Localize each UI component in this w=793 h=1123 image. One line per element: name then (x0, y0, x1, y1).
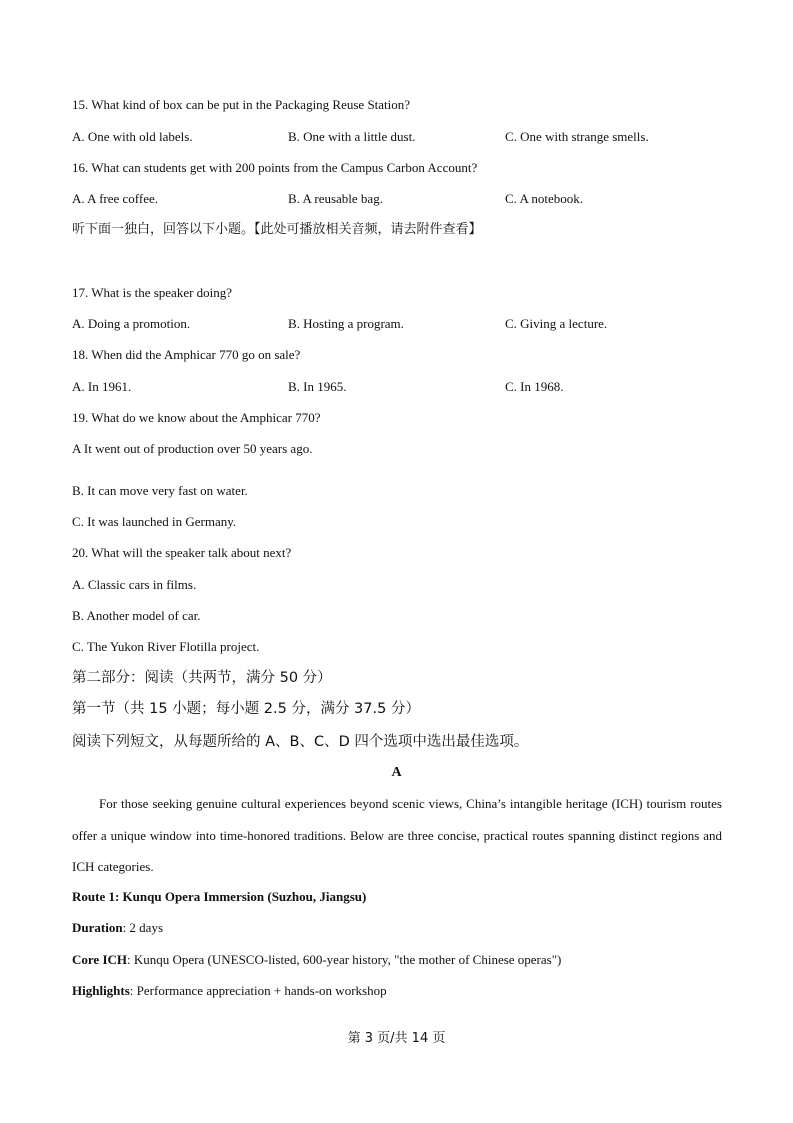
question-17-stem: 17. What is the speaker doing? (72, 285, 233, 300)
question-19-option-c: C. It was launched in Germany. (72, 514, 237, 529)
reading-instruction: 阅读下列短文，从每题所给的 A、B、C、D 四个选项中选出最佳选项。 (72, 734, 529, 750)
question-15-option-b: B. One with a little dust. (288, 129, 416, 144)
question-16-option-c: C. A notebook. (505, 191, 584, 206)
part-2-title: 第二部分：阅读（共两节，满分 50 分） (72, 670, 332, 686)
question-20-option-b: B. Another model of car. (72, 608, 201, 623)
question-18-option-a: A. In 1961. (72, 379, 132, 394)
question-17-option-c: C. Giving a lecture. (505, 316, 608, 331)
question-15-stem: 15. What kind of box can be put in the Packaging Reuse Station? (72, 97, 411, 112)
question-18-option-c: C. In 1968. (505, 379, 564, 394)
passage-intro: For those seeking genuine cultural experiences beyond scenic views, China’s intangible heritage (ICH) tourism routes offer a unique window into time-honored traditions. Below are three concise, practical routes spanning distinct regions and ICH categories. (72, 796, 722, 874)
passage-letter: A (391, 765, 402, 780)
duration-label: Duration (72, 920, 123, 935)
question-15-option-c: C. One with strange smells. (505, 129, 649, 144)
section-1-title: 第一节（共 15 小题；每小题 2.5 分，满分 37.5 分） (72, 701, 420, 717)
core-ich-label: Core ICH (72, 952, 128, 967)
question-16-option-b: B. A reusable bag. (288, 191, 383, 206)
core-ich-line (72, 952, 561, 968)
question-19-option-b: B. It can move very fast on water. (72, 483, 248, 498)
route-1-title: Route 1: Kunqu Opera Immersion (Suzhou, Jiangsu) (72, 889, 367, 904)
question-16-stem: 16. What can students get with 200 points from the Campus Carbon Account? (72, 160, 478, 175)
highlights-line (72, 983, 387, 999)
question-20-option-a: A. Classic cars in films. (72, 577, 197, 592)
question-17-option-b: B. Hosting a program. (288, 316, 404, 331)
question-19-stem: 19. What do we know about the Amphicar 770? (72, 410, 321, 425)
highlights-label: Highlights (72, 983, 130, 998)
question-19-option-a: A It went out of production over 50 years ago. (72, 441, 313, 456)
question-17-option-a: A. Doing a promotion. (72, 316, 191, 331)
highlights-value: : Performance appreciation + hands-on workshop (129, 983, 387, 998)
question-16-option-a: A. A free coffee. (72, 191, 159, 206)
monologue-instruction: 听下面一独白，回答以下小题。【此处可播放相关音频，请去附件查看】 (72, 222, 482, 237)
core-ich-value: : Kunqu Opera (UNESCO-listed, 600-year history, "the mother of Chinese operas") (127, 952, 562, 967)
question-18-stem: 18. When did the Amphicar 770 go on sale? (72, 347, 301, 362)
duration-value: : 2 days (122, 920, 164, 935)
question-15-option-a: A. One with old labels. (72, 129, 193, 144)
question-20-option-c: C. The Yukon River Flotilla project. (72, 639, 260, 654)
page-number: 第 3 页/共 14 页 (347, 1031, 446, 1046)
question-20-stem: 20. What will the speaker talk about next? (72, 545, 292, 560)
question-18-option-b: B. In 1965. (288, 379, 347, 394)
duration-line (72, 920, 163, 936)
